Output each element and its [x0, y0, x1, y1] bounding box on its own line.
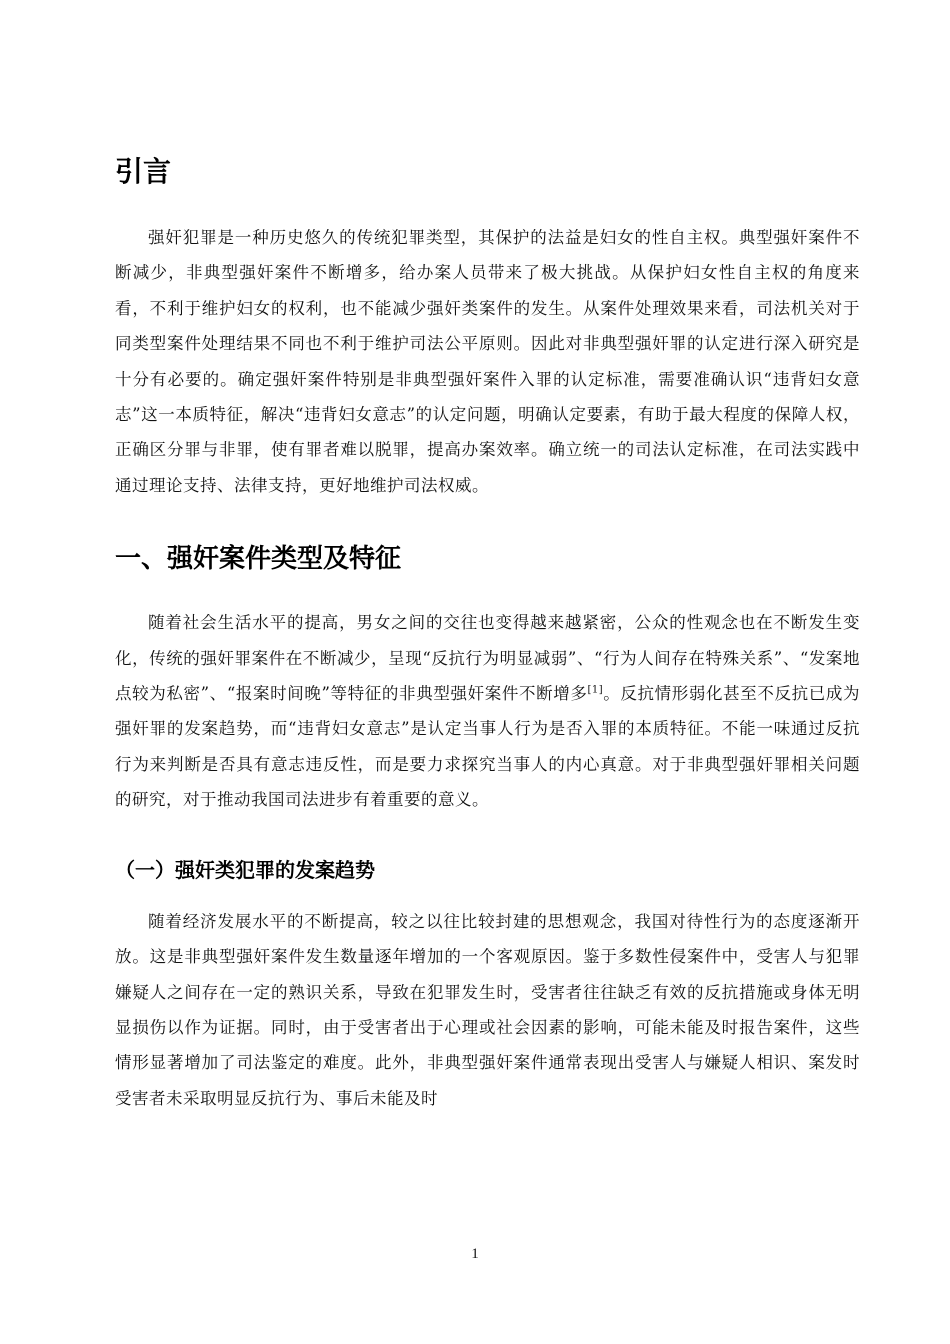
document-body: [115, 150, 860, 1116]
section-1-text-part-1: 随着社会生活水平的提高，男女之间的交往也变得越来越紧密，公众的性观念也在不断发生变化，传统的强奸罪案件在不断减少，呈现“反抗行为明显减弱”、“行为人间存在特殊关系”、“发案地点较为私密”、“报案时间晚”等特征的非典型强奸案件不断增多: [115, 613, 860, 704]
intro-heading: 引言: [115, 155, 172, 188]
subsection-1-heading: （一）强奸类犯罪的发案趋势: [115, 857, 375, 882]
section-1-text-part-2: 。反抗情形弱化甚至不反抗已成为强奸罪的发案趋势，而“违背妇女意志”是认定当事人行为是否入罪的本质特征。不能一味通过反抗行为来判断是否具有意志违反性，而是要力求探究当事人的内心真意。对于非典型强奸罪相关问题的研究，对于推动我国司法进步有着重要的意义。: [115, 684, 861, 810]
section-1-paragraph: [115, 605, 860, 817]
page-number: 1: [471, 1246, 479, 1262]
footnote-reference[interactable]: [1]: [587, 684, 604, 696]
section-1-heading: 一、强奸案件类型及特征: [115, 544, 402, 575]
subsection-1-paragraph: 随着经济发展水平的不断提高，较之以往比较封建的思想观念，我国对待性行为的态度逐渐开放。这是非典型强奸案件发生数量逐年增加的一个客观原因。鉴于多数性侵案件中，受害人与犯罪嫌疑人之间存在一定的熟识关系，导致在犯罪发生时，受害者往往缺乏有效的反抗措施或身体无明显损伤以作为证据。同时，由于受害者出于心理或社会因素的影响，可能未能及时报告案件，这些情形显著增加了司法鉴定的难度。此外，非典型强奸案件通常表现出受害人与嫌疑人相识、案发时受害者未采取明显反抗行为、事后未能及时: [115, 911, 860, 1108]
intro-paragraph: 强奸犯罪是一种历史悠久的传统犯罪类型，其保护的法益是妇女的性自主权。典型强奸案件不断减少，非典型强奸案件不断增多，给办案人员带来了极大挑战。从保护妇女性自主权的角度来看，不利于维护妇女的权利，也不能减少强奸类案件的发生。从案件处理效果来看，司法机关对于同类型案件处理结果不同也不利于维护司法公平原则。因此对非典型强奸罪的认定进行深入研究是十分有必要的。确定强奸案件特别是非典型强奸案件入罪的认定标准，需要准确认识“违背妇女意志”这一本质特征，解决“违背妇女意志”的认定问题，明确认定要素，有助于最大程度的保障人权，正确区分罪与非罪，使有罪者难以脱罪，提高办案效率。确立统一的司法认定标准，在司法实践中通过理论支持、法律支持，更好地维护司法权威。: [115, 228, 860, 495]
